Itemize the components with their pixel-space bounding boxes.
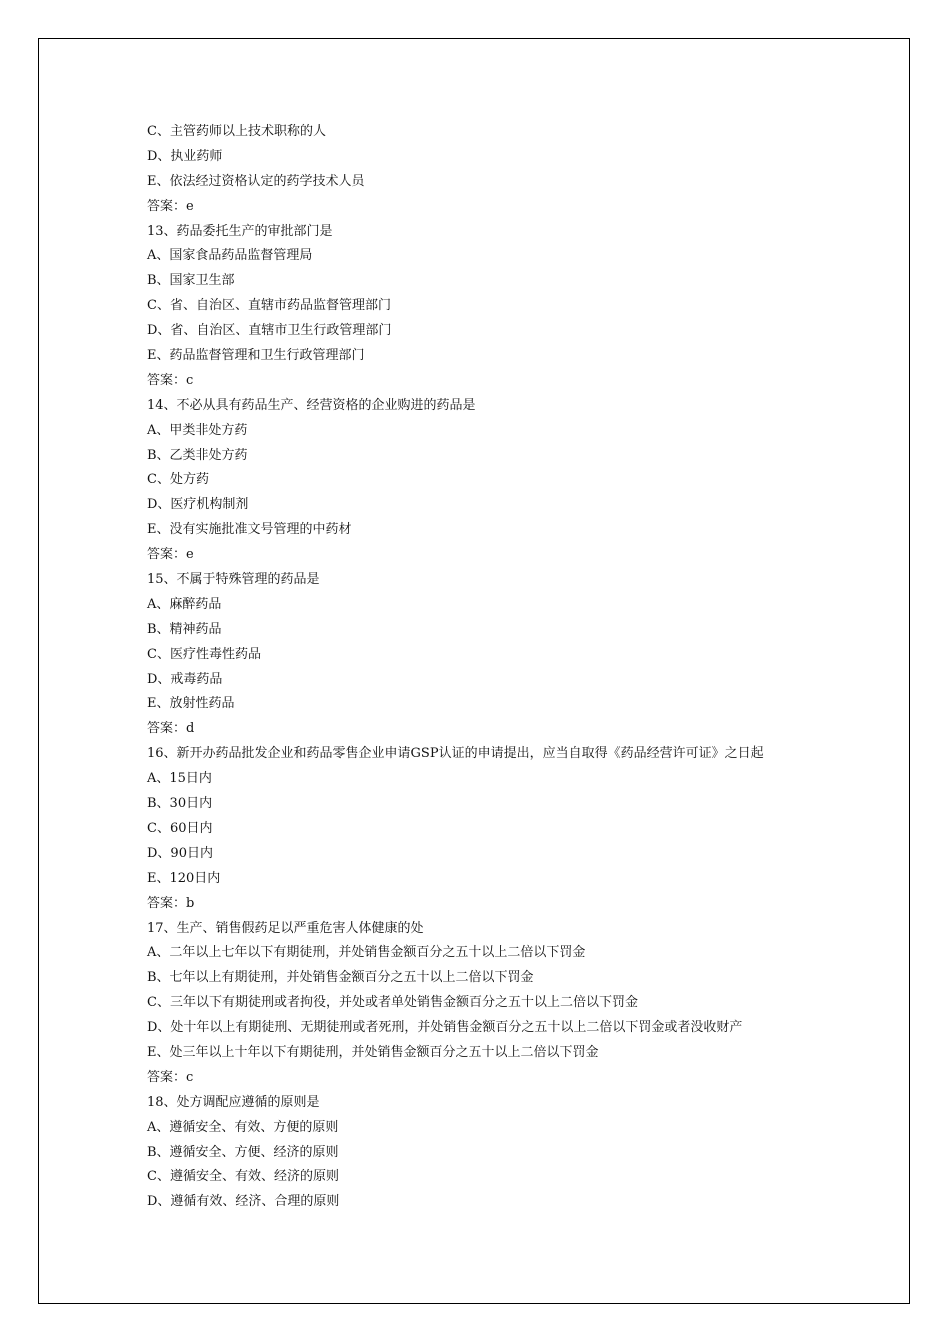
option-line: D、戒毒药品 [147,671,223,687]
answer-line: 答案：c [147,372,194,388]
option-line: C、三年以下有期徒刑或者拘役，并处或者单处销售金额百分之五十以上二倍以下罚金 [147,995,638,1011]
option-line: A、国家食品药品监督管理局 [147,248,313,264]
option-line: B、遵循安全、方便、经济的原则 [147,1144,339,1160]
option-line: A、15日内 [147,771,212,787]
option-line: C、医疗性毒性药品 [147,646,261,662]
option-line: E、没有实施批准文号管理的中药材 [147,522,352,538]
option-line: E、120日内 [147,870,221,886]
option-line: D、90日内 [147,845,213,861]
question-line: 18、处方调配应遵循的原则是 [147,1094,320,1110]
question-line: 13、药品委托生产的审批部门是 [147,223,333,239]
option-line: D、医疗机构制剂 [147,497,249,513]
option-line: D、处十年以上有期徒刑、无期徒刑或者死刑，并处销售金额百分之五十以上二倍以下罚金或者没收财产 [147,1020,743,1036]
option-line: C、遵循安全、有效、经济的原则 [147,1169,339,1185]
question-line: 17、生产、销售假药足以严重危害人体健康的处 [147,920,424,936]
option-line: D、遵循有效、经济、合理的原则 [147,1194,340,1210]
question-line: 15、不属于特殊管理的药品是 [147,572,320,588]
question-line: 16、新开办药品批发企业和药品零售企业申请GSP认证的申请提出，应当自取得《药品经营许可证》之日起 [147,746,764,762]
option-line: B、30日内 [147,796,213,812]
option-line: D、省、自治区、直辖市卫生行政管理部门 [147,323,392,339]
option-line: E、药品监督管理和卫生行政管理部门 [147,348,365,364]
option-line: A、麻醉药品 [147,596,222,612]
option-line: E、放射性药品 [147,696,235,712]
option-line: D、执业药师 [147,148,223,164]
option-line: C、处方药 [147,472,209,488]
question-line: 14、不必从具有药品生产、经营资格的企业购进的药品是 [147,397,476,413]
answer-line: 答案：e [147,547,194,563]
option-line: A、二年以上七年以下有期徒刑，并处销售金额百分之五十以上二倍以下罚金 [147,945,586,961]
option-line: E、依法经过资格认定的药学技术人员 [147,173,365,189]
option-line: C、主管药师以上技术职称的人 [147,124,326,139]
option-line: A、甲类非处方药 [147,422,248,438]
option-line: A、遵循安全、有效、方便的原则 [147,1119,339,1135]
option-line: C、省、自治区、直辖市药品监督管理部门 [147,298,391,314]
option-line: B、乙类非处方药 [147,447,248,463]
option-line: B、七年以上有期徒刑，并处销售金额百分之五十以上二倍以下罚金 [147,970,534,986]
option-line: C、60日内 [147,820,213,836]
document-body [147,120,867,1215]
answer-line: 答案：b [147,895,195,911]
option-line: B、国家卫生部 [147,273,235,289]
answer-line: 答案：d [147,721,195,737]
answer-line: 答案：c [147,1069,194,1085]
answer-line: 答案：e [147,198,194,214]
option-line: B、精神药品 [147,621,222,637]
option-line: E、处三年以上十年以下有期徒刑，并处销售金额百分之五十以上二倍以下罚金 [147,1044,599,1060]
